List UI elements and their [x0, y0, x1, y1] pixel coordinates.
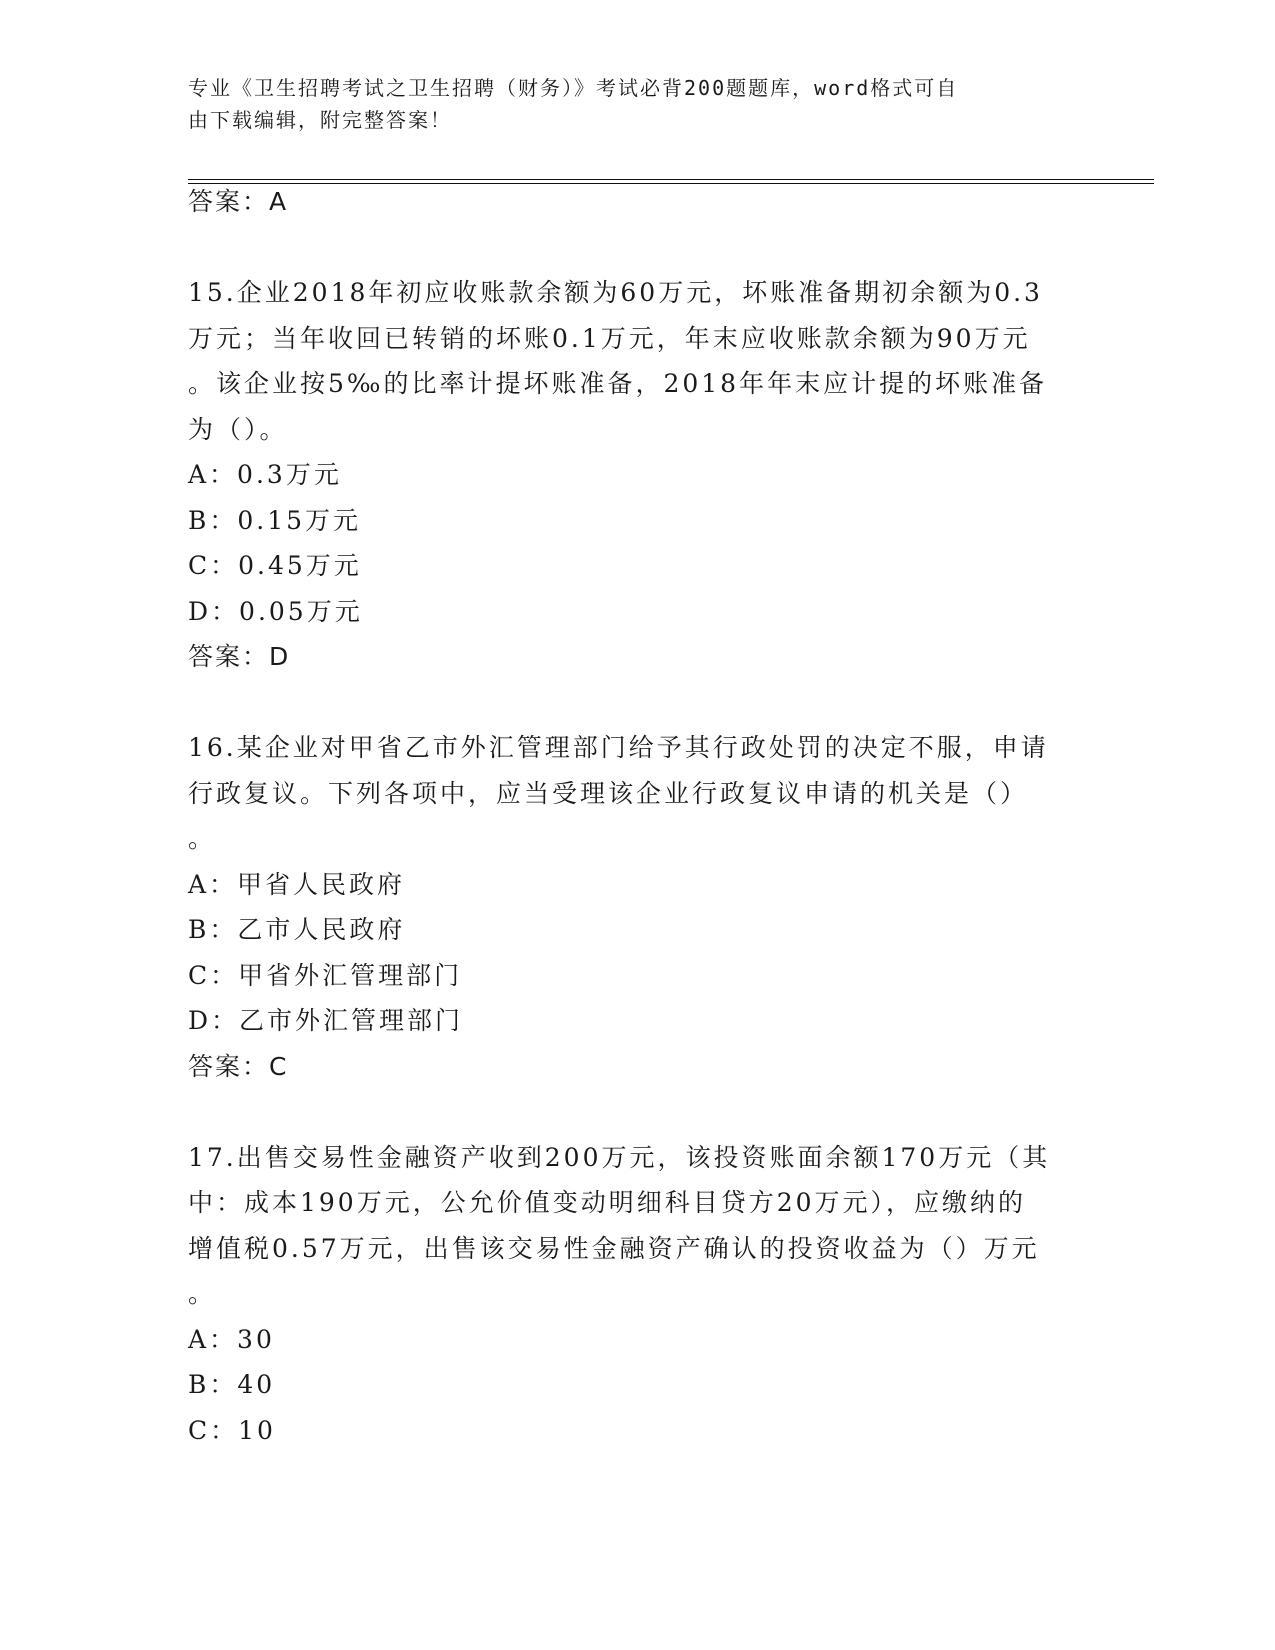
- spacer: [188, 680, 1088, 726]
- document-header: [188, 72, 1068, 136]
- question-stem-line: 。: [188, 1279, 217, 1308]
- question-15: [188, 270, 1088, 680]
- question-16: [188, 725, 1088, 1089]
- spacer: [188, 1089, 1088, 1135]
- question-stem-line: 行政复议。下列各项中，应当受理该企业行政复议申请的机关是（）: [188, 778, 1029, 808]
- question-stem-line: 。: [188, 824, 217, 853]
- answer-line-14: 答案：A: [188, 187, 289, 216]
- option-d: D：0.05万元: [188, 596, 363, 626]
- question-stem-line: 为（）。: [188, 414, 288, 444]
- option-a: A：甲省人民政府: [188, 869, 406, 899]
- question-stem-line: 中：成本190万元，公允价值变动明细科目贷方20万元），应缴纳的: [188, 1188, 1027, 1217]
- question-stem-line: 15.企业2018年初应收账款余额为60万元，坏账准备期初余额为0.3: [188, 278, 1043, 307]
- question-stem-line: 万元；当年收回已转销的坏账0.1万元，年末应收账款余额为90万元: [188, 323, 1031, 353]
- option-a: A：30: [188, 1324, 275, 1354]
- question-stem-line: 16.某企业对甲省乙市外汇管理部门给予其行政处罚的决定不服，申请: [188, 733, 1049, 762]
- option-c: C：0.45万元: [188, 551, 362, 580]
- spacer: [188, 225, 1088, 271]
- option-b: B：40: [188, 1370, 276, 1399]
- question-stem-line: 。该企业按5‰的比率计提坏账准备，2018年年末应计提的坏账准备: [188, 369, 1048, 398]
- option-d: D：乙市外汇管理部门: [188, 1006, 464, 1035]
- answer-line-15: 答案：D: [188, 642, 291, 671]
- option-c: C：10: [188, 1415, 276, 1445]
- header-line-2: 由下载编辑，附完整答案！: [188, 108, 452, 132]
- question-stem-line: 17.出售交易性金融资产收到200万元，该投资账面余额170万元（其: [188, 1142, 1051, 1172]
- option-c: C：甲省外汇管理部门: [188, 960, 463, 990]
- option-b: B：乙市人民政府: [188, 915, 406, 944]
- question-17: [188, 1135, 1088, 1454]
- question-stem-line: 增值税0.57万元，出售该交易性金融资产确认的投资收益为（）万元: [188, 1233, 1040, 1263]
- answer-line-16: 答案：C: [188, 1051, 289, 1081]
- header-line-1: 专业《卫生招聘考试之卫生招聘（财务）》考试必背200题题库，word格式可自: [188, 76, 959, 100]
- document-body: [188, 179, 1088, 1453]
- option-b: B：0.15万元: [188, 505, 362, 535]
- option-a: A：0.3万元: [188, 460, 342, 489]
